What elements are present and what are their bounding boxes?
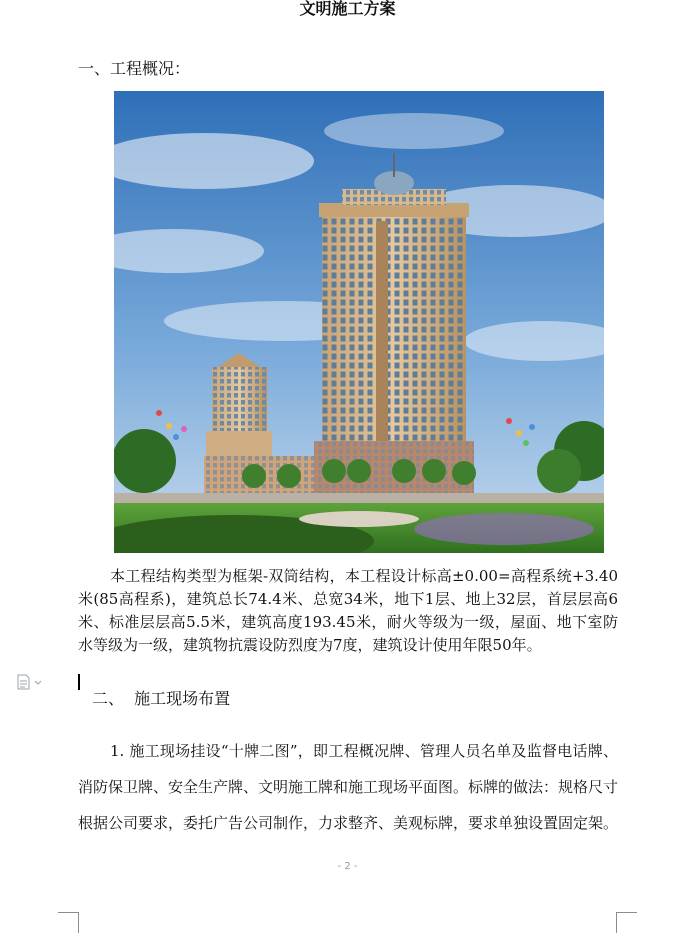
page-title: 文明施工方案 [299, 0, 396, 18]
crop-mark-right [616, 912, 637, 933]
document-icon [18, 675, 29, 689]
crop-mark-left [58, 912, 79, 933]
site-layout-paragraph: 1. 施工现场挂设“十牌二图”，即工程概况牌、管理人员名单及监督电话牌、消防保卫牌、安全生产牌、文明施工牌和施工现场平面图。标牌的做法：规格尺寸根据公司要求，委托广告公司制作，力求整齐、美观标牌，要求单独设置固定架。 [78, 742, 619, 832]
building-rendering-image [114, 91, 604, 553]
text-cursor [78, 674, 80, 690]
section-heading-project-overview: 一、工程概况： [78, 59, 191, 78]
side-document-button[interactable] [16, 674, 46, 690]
section-heading-site-layout: 二、 施工现场布置 [92, 689, 231, 708]
page-number: - 2 - [337, 861, 358, 872]
project-overview-paragraph: 本工程结构类型为框架-双筒结构，本工程设计标高±0.00=高程系统+3.40米(85高程系)，建筑总长74.4米、总宽34米，地下1层、地上32层，首层层高6米、标准层层高5.5米，建筑高度193.45米，耐火等级为一级，屋面、地下室防水等级为一级，建筑物抗震设防烈度为7度，建筑设计使用年限50年。 [78, 567, 618, 654]
chevron-down-icon [35, 681, 41, 684]
